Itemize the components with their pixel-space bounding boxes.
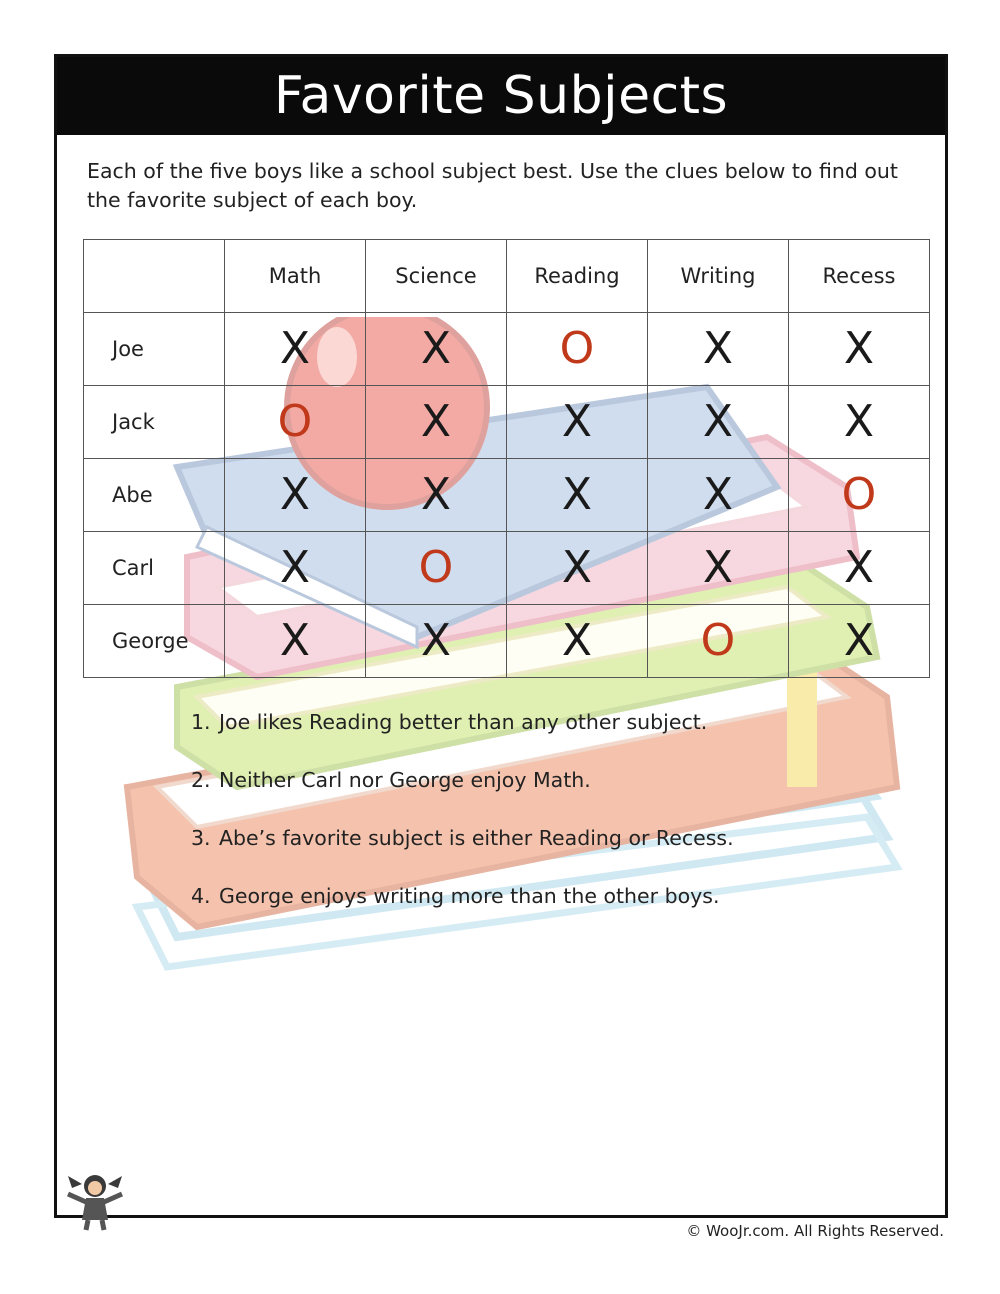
- grid-cell[interactable]: [507, 605, 648, 678]
- cell-mark: X: [279, 469, 311, 520]
- clue-item: [191, 765, 734, 823]
- cell-mark: O: [277, 396, 313, 447]
- cell-mark: X: [420, 469, 452, 520]
- grid-cell[interactable]: [366, 386, 507, 459]
- cell-mark: X: [279, 615, 311, 666]
- row-name: George: [84, 605, 225, 678]
- grid-cell[interactable]: [648, 605, 789, 678]
- table-row: [84, 313, 930, 386]
- grid-cell[interactable]: [648, 459, 789, 532]
- copyright-text: © WooJr.com. All Rights Reserved.: [686, 1222, 944, 1240]
- table-row: [84, 386, 930, 459]
- grid-cell[interactable]: [507, 386, 648, 459]
- clue-text: Joe likes Reading better than any other subject.: [219, 710, 708, 734]
- cell-mark: X: [702, 323, 734, 374]
- clue-list: [191, 707, 734, 939]
- clue-text: Abe’s favorite subject is either Reading or Recess.: [219, 826, 734, 850]
- cell-mark: X: [843, 323, 875, 374]
- grid-cell[interactable]: [789, 386, 930, 459]
- title-bar: [57, 57, 945, 135]
- cell-mark: X: [561, 396, 593, 447]
- clue-number: 2.: [191, 768, 211, 792]
- grid-cell[interactable]: [789, 605, 930, 678]
- worksheet-frame: [54, 54, 948, 1218]
- table-row: [84, 605, 930, 678]
- cell-mark: X: [561, 469, 593, 520]
- grid-cell[interactable]: [366, 459, 507, 532]
- grid-cell[interactable]: [507, 313, 648, 386]
- cell-mark: X: [420, 323, 452, 374]
- grid-cell[interactable]: [366, 313, 507, 386]
- woojr-mascot-icon: [60, 1170, 130, 1232]
- logic-grid: [83, 239, 930, 678]
- clue-item: [191, 707, 734, 765]
- grid-cell[interactable]: [507, 459, 648, 532]
- cell-mark: O: [559, 323, 595, 374]
- cell-mark: X: [420, 396, 452, 447]
- grid-cell[interactable]: [225, 605, 366, 678]
- intro-text: Each of the five boys like a school subject best. Use the clues below to find out the favorite subject of each boy.: [87, 159, 898, 212]
- grid-cell[interactable]: [789, 313, 930, 386]
- cell-mark: X: [843, 396, 875, 447]
- row-name: Abe: [84, 459, 225, 532]
- cell-mark: O: [841, 469, 877, 520]
- cell-mark: X: [702, 469, 734, 520]
- clue-number: 1.: [191, 710, 211, 734]
- row-name: Jack: [84, 386, 225, 459]
- column-header: Science: [366, 240, 507, 313]
- clue-text: Neither Carl nor George enjoy Math.: [219, 768, 591, 792]
- grid-cell[interactable]: [225, 459, 366, 532]
- clue-item: [191, 881, 734, 939]
- cell-mark: X: [702, 396, 734, 447]
- cell-mark: X: [420, 615, 452, 666]
- cell-mark: X: [279, 323, 311, 374]
- clue-text: George enjoys writing more than the other boys.: [219, 884, 720, 908]
- row-name: Joe: [84, 313, 225, 386]
- clue-number: 3.: [191, 826, 211, 850]
- cell-mark: O: [700, 615, 736, 666]
- cell-mark: O: [418, 542, 454, 593]
- cell-mark: X: [561, 542, 593, 593]
- grid-cell[interactable]: [648, 532, 789, 605]
- corner-cell: [84, 240, 225, 313]
- grid-cell[interactable]: [225, 313, 366, 386]
- cell-mark: X: [561, 615, 593, 666]
- grid-cell[interactable]: [366, 605, 507, 678]
- grid-cell[interactable]: [789, 459, 930, 532]
- column-header: Recess: [789, 240, 930, 313]
- grid-cell[interactable]: [648, 313, 789, 386]
- clue-item: [191, 823, 734, 881]
- column-header: Math: [225, 240, 366, 313]
- table-row: [84, 532, 930, 605]
- page-title: Favorite Subjects: [273, 66, 729, 126]
- grid-cell[interactable]: [366, 532, 507, 605]
- grid-cell[interactable]: [225, 532, 366, 605]
- cell-mark: X: [702, 542, 734, 593]
- column-header: Reading: [507, 240, 648, 313]
- cell-mark: X: [843, 542, 875, 593]
- grid-cell[interactable]: [507, 532, 648, 605]
- table-row: [84, 459, 930, 532]
- cell-mark: X: [279, 542, 311, 593]
- clue-number: 4.: [191, 884, 211, 908]
- column-header: Writing: [648, 240, 789, 313]
- grid-cell[interactable]: [225, 386, 366, 459]
- grid-cell[interactable]: [789, 532, 930, 605]
- grid-cell[interactable]: [648, 386, 789, 459]
- header-row: [84, 240, 930, 313]
- cell-mark: X: [843, 615, 875, 666]
- row-name: Carl: [84, 532, 225, 605]
